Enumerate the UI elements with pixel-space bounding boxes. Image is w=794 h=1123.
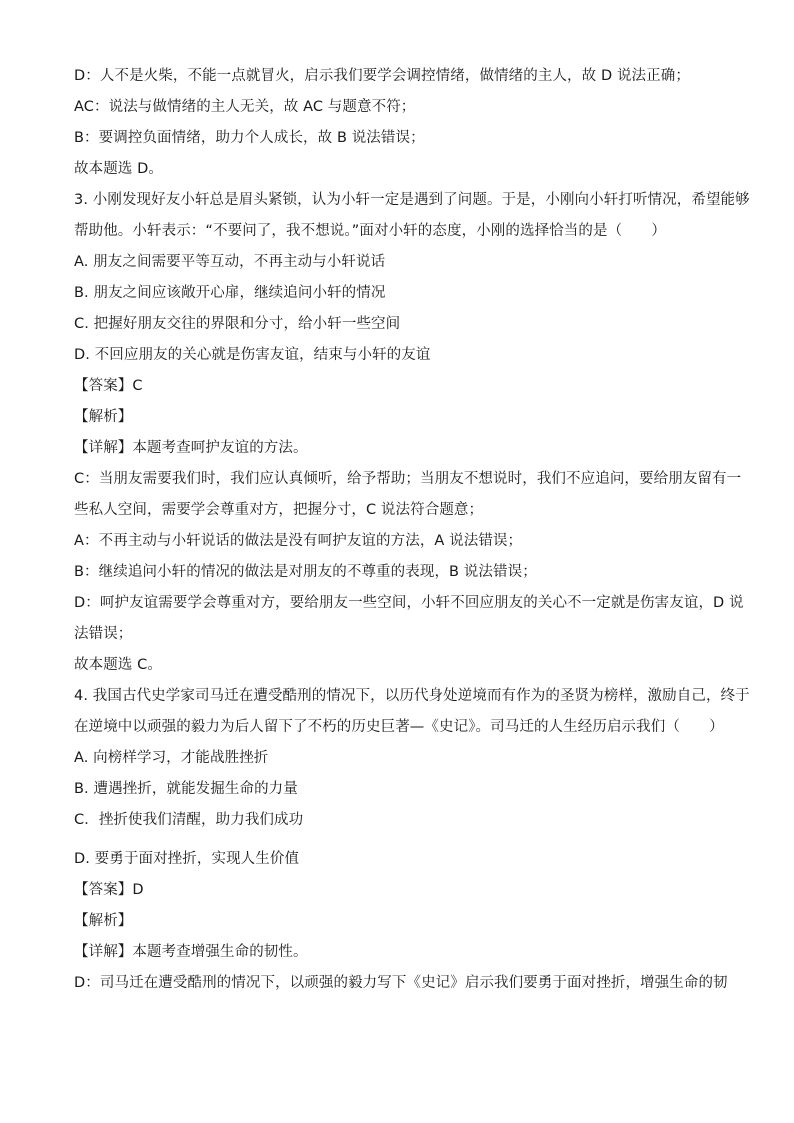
q3-detail: 【详解】本题考查呵护友谊的方法。 (74, 440, 308, 456)
q3-d-explanation-line-1: D：呵护友谊需要学会尊重对方，要给朋友一些空间，小轩不回应朋友的关心不一定就是伤害友谊，D 说 (74, 595, 744, 611)
q2-option-ac-explanation: AC：说法与做情绪的主人无关，故 AC 与题意不符； (74, 99, 416, 115)
q4-answer: 【答案】D (74, 882, 144, 898)
q3-answer: 【答案】C (74, 378, 143, 394)
q3-c-explanation-line-2: 些私人空间，需要学会尊重对方，把握分寸，C 说法符合题意； (74, 502, 484, 518)
q4-option-b: B. 遭遇挫折，就能发掘生命的力量 (74, 781, 298, 797)
q4-option-a: A. 向榜样学习，才能战胜挫折 (74, 750, 269, 766)
q3-stem-line-2: 帮助他。小轩表示：“不要问了，我不想说。”面对小轩的态度，小刚的选择恰当的是（ ） (74, 223, 666, 239)
q3-conclusion: 故本题选 C。 (74, 657, 162, 673)
q4-analysis-label: 【解析】 (74, 913, 133, 929)
q3-option-d: D. 不回应朋友的关心就是伤害友谊，结束与小轩的友谊 (74, 347, 431, 363)
q3-option-a: A. 朋友之间需要平等互动，不再主动与小轩说话 (74, 254, 386, 270)
q2-conclusion: 故本题选 D。 (74, 161, 163, 177)
q4-detail: 【详解】本题考查增强生命的韧性。 (74, 944, 308, 960)
document-page (74, 62, 750, 1000)
q2-option-b-explanation: B：要调控负面情绪，助力个人成长，故 B 说法错误； (74, 130, 425, 146)
spacer (74, 837, 724, 845)
q3-option-b: B. 朋友之间应该敞开心扉，继续追问小轩的情况 (74, 285, 386, 301)
q3-d-explanation-line-2: 法错误； (74, 626, 133, 642)
q4-stem-line-1: 4. 我国古代史学家司马迁在遭受酷刑的情况下，以历代身处逆境而有作为的圣贤为榜样，激励自己，终于 (74, 688, 750, 704)
q2-option-d-explanation: D：人不是火柴，不能一点就冒火，启示我们要学会调控情绪，做情绪的主人，故 D 说法正确； (74, 68, 690, 84)
q3-b-explanation: B：继续追问小轩的情况的做法是对朋友的不尊重的表现，B 说法错误； (74, 564, 537, 580)
q3-a-explanation: A：不再主动与小轩说话的做法是没有呵护友谊的方法，A 说法错误； (74, 533, 523, 549)
q4-stem-line-2: 在逆境中以顽强的毅力为后人留下了不朽的历史巨著—《史记》。司马迁的人生经历启示我们（ ） (74, 719, 724, 735)
q4-option-c: C．挫折使我们清醒，助力我们成功 (74, 812, 304, 828)
q3-stem-line-1: 3. 小刚发现好友小轩总是眉头紧锁，认为小轩一定是遇到了问题。于是，小刚向小轩打听情况，希望能够 (74, 192, 750, 208)
q3-c-explanation-line-1: C：当朋友需要我们时，我们应认真倾听，给予帮助；当朋友不想说时，我们不应追问，要给朋友留有一 (74, 471, 742, 487)
q3-analysis-label: 【解析】 (74, 409, 133, 425)
q4-d-explanation-line-1: D：司马迁在遭受酷刑的情况下，以顽强的毅力写下《史记》启示我们要勇于面对挫折，增强生命的韧 (74, 975, 728, 991)
q4-option-d: D. 要勇于面对挫折，实现人生价值 (74, 851, 300, 867)
q3-option-c: C. 把握好朋友交往的界限和分寸，给小轩一些空间 (74, 316, 401, 332)
